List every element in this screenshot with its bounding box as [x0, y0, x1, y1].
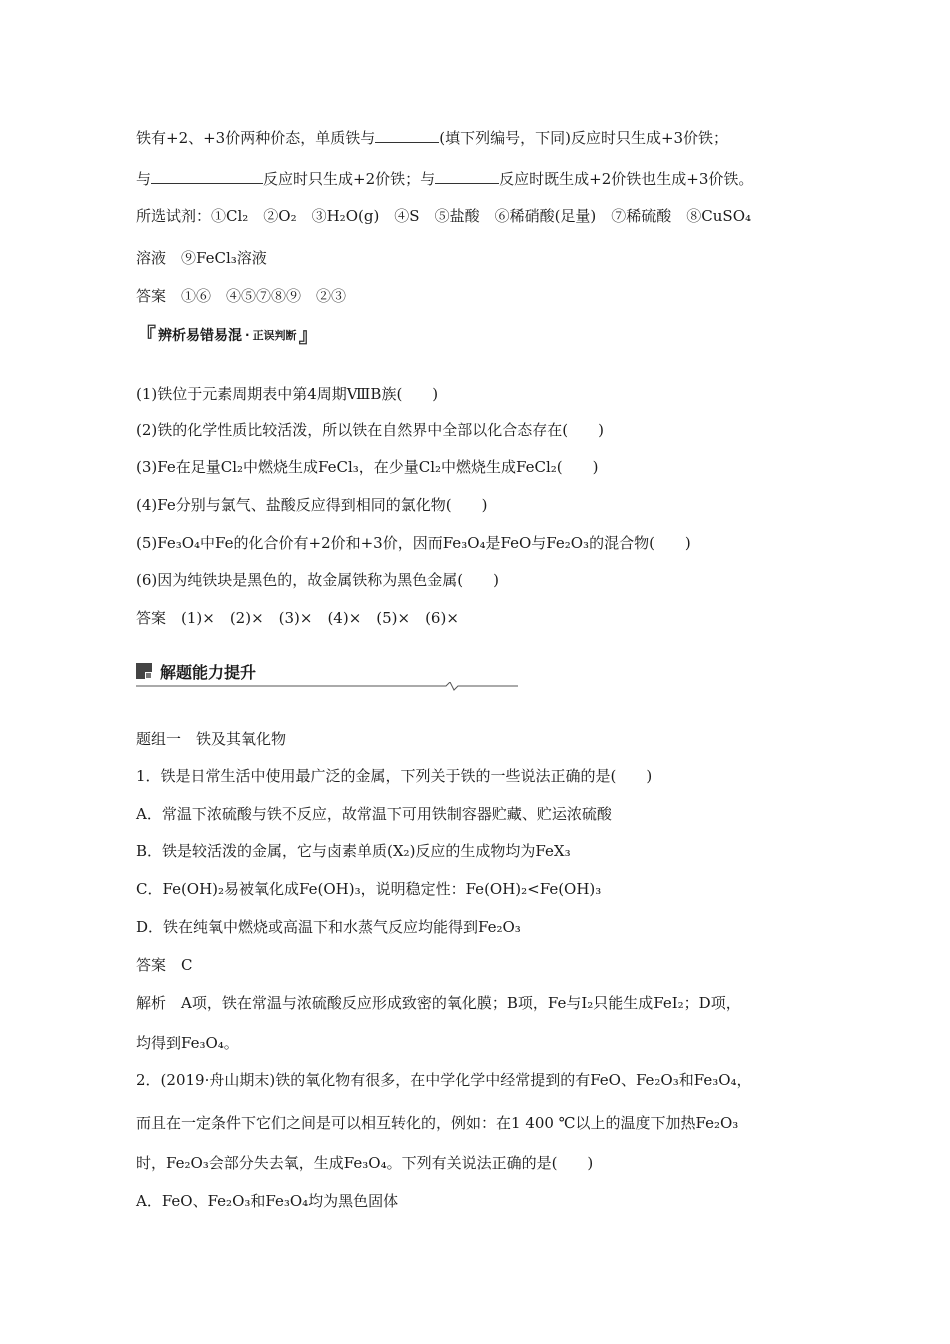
- section-heading: [136, 658, 256, 684]
- section-tag-dot: ·: [245, 328, 250, 342]
- judgment-item: (1)铁位于元素周期表中第4周期ⅧB族( ): [136, 385, 439, 403]
- section-square-icon: [136, 663, 152, 679]
- intro-text: 铁有+2、+3价两种价态，单质铁与: [136, 129, 376, 147]
- q2-option-a: A．FeO、Fe₂O₃和Fe₃O₄均为黑色固体: [136, 1192, 399, 1210]
- option-b: B．铁是较活泼的金属，它与卤素单质(X₂)反应的生成物均为FeX₃: [136, 842, 571, 860]
- section-tag-title: 辨析易错易混: [158, 328, 242, 344]
- q1-answer: 答案 C: [136, 956, 193, 974]
- judgment-item: (6)因为纯铁块是黑色的，故金属铁称为黑色金属( ): [136, 571, 499, 589]
- option-c: C．Fe(OH)₂易被氧化成Fe(OH)₃，说明稳定性：Fe(OH)₂<Fe(OH)₃: [136, 880, 602, 898]
- judgment-item: (3)Fe在足量Cl₂中燃烧生成FeCl₃，在少量Cl₂中燃烧生成FeCl₂( ): [136, 458, 599, 476]
- reagent-list-line-2: 溶液 ⑨FeCl₃溶液: [136, 249, 267, 267]
- judgment-answer: 答案 (1)× (2)× (3)× (4)× (5)× (6)×: [136, 609, 459, 627]
- option-a: A．常温下浓硫酸与铁不反应，故常温下可用铁制容器贮藏、贮运浓硫酸: [136, 805, 612, 823]
- option-d: D．铁在纯氧中燃烧或高温下和水蒸气反应均能得到Fe₂O₃: [136, 918, 521, 936]
- fill-blank: [375, 128, 439, 143]
- section-tag: [136, 322, 319, 348]
- right-bracket-icon: 』: [298, 323, 319, 347]
- question-stem: 1．铁是日常生活中使用最广泛的金属，下列关于铁的一些说法正确的是( ): [136, 767, 653, 785]
- intro-text: (填下列编号，下同)反应时只生成+3价铁；: [439, 129, 729, 147]
- section-heading-title: 解题能力提升: [160, 662, 257, 682]
- intro-text: 反应时既生成+2价铁也生成+3价铁。: [499, 170, 754, 188]
- q1-analysis: 解析 A项，铁在常温与浓硫酸反应形成致密的氧化膜；B项，Fe与I₂只能生成FeI₂；D项，: [136, 994, 741, 1012]
- left-bracket-icon: 『: [136, 323, 156, 347]
- question-2-stem: 2．(2019·舟山期末)铁的氧化物有很多，在中学化学中经常提到的有FeO、Fe₂O₃和Fe₃O₄，: [136, 1071, 752, 1089]
- question-2-stem-cont: 而且在一定条件下它们之间是可以相互转化的，例如：在1 400 ℃以上的温度下加热Fe₂O₃: [136, 1114, 739, 1132]
- reagent-list-line: 所选试剂：①Cl₂ ②O₂ ③H₂O(g) ④S ⑤盐酸 ⑥稀硝酸(足量) ⑦稀硫酸 ⑧CuSO₄: [136, 207, 752, 225]
- section-divider: [136, 682, 518, 692]
- intro-answer: 答案 ①⑥ ④⑤⑦⑧⑨ ②③: [136, 287, 347, 305]
- intro-text: 反应时只生成+2价铁；与: [263, 170, 436, 188]
- judgment-item: (5)Fe₃O₄中Fe的化合价有+2价和+3价，因而Fe₃O₄是FeO与Fe₂O₃的混合物( ): [136, 534, 691, 552]
- q1-analysis-cont: 均得到Fe₃O₄。: [136, 1034, 239, 1052]
- judgment-item: (4)Fe分别与氯气、盐酸反应得到相同的氯化物( ): [136, 496, 488, 514]
- intro-line-1: [136, 128, 826, 148]
- intro-text: 与: [136, 170, 152, 188]
- section-tag-subtitle: 正误判断: [252, 329, 297, 342]
- fill-blank: [435, 169, 499, 184]
- fill-blank: [151, 169, 263, 184]
- group-title: 题组一 铁及其氧化物: [136, 730, 287, 748]
- judgment-item: (2)铁的化学性质比较活泼，所以铁在自然界中全部以化合态存在( ): [136, 421, 604, 439]
- question-2-stem-cont: 时，Fe₂O₃会部分失去氧，生成Fe₃O₄。下列有关说法正确的是( ): [136, 1154, 594, 1172]
- intro-line-2: [136, 169, 826, 189]
